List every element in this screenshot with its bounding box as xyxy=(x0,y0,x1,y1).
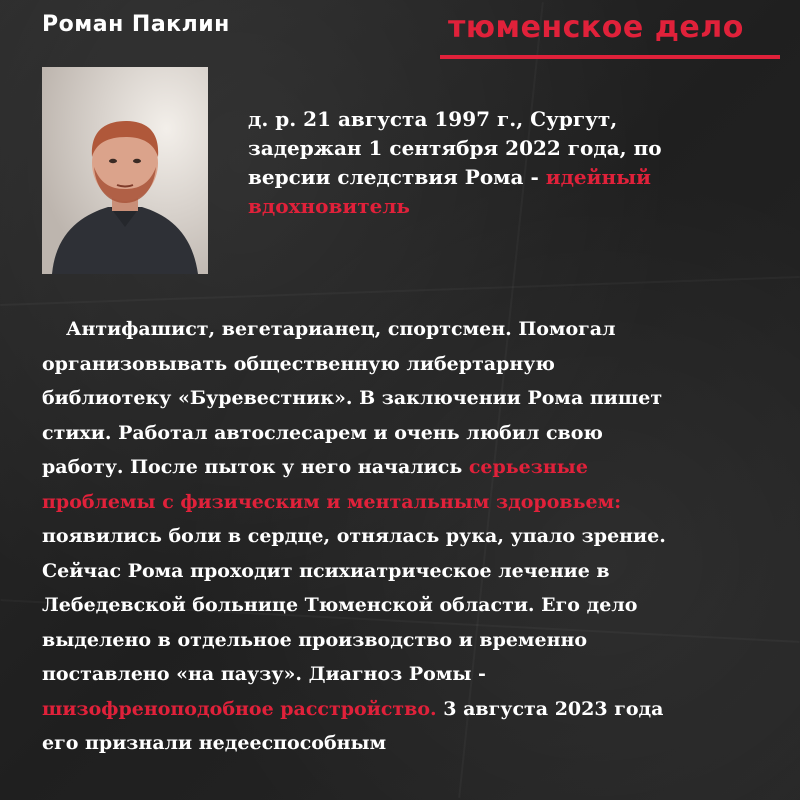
description-line: библиотеку «Буревестник». В заключении Рома пишет xyxy=(42,387,663,409)
description-line: его признали недееспособным xyxy=(42,732,387,754)
description-highlight: проблемы с физическим и ментальным здоровьем: xyxy=(42,490,622,513)
bio-block xyxy=(248,105,768,221)
brand-title: тюменское дело xyxy=(448,10,744,45)
bio-line xyxy=(248,163,768,192)
description-line xyxy=(42,692,772,727)
bio-highlight: вдохновитель xyxy=(248,194,410,218)
description-line: Лебедевской больнице Тюменской области. Его дело xyxy=(42,594,638,616)
description-line: выделено в отдельное производство и временно xyxy=(42,628,588,651)
paper-crease xyxy=(0,276,800,306)
portrait-photo xyxy=(42,67,208,274)
brand-underline xyxy=(440,55,780,59)
bio-highlight: идейный xyxy=(545,165,651,189)
description-line: Антифашист, вегетарианец, спортсмен. Помогал xyxy=(66,318,616,340)
description-line: организовывать общественную либертарную xyxy=(42,352,555,375)
description-text: работу. После пыток у него начались xyxy=(42,456,469,478)
description-line: появились боли в сердце, отнялась рука, упало зрение. xyxy=(42,525,666,547)
bio-line: д. р. 21 августа 1997 г., Сургут, xyxy=(248,107,618,131)
description-highlight: серьезные xyxy=(468,456,588,478)
description-text: 3 августа 2023 года xyxy=(436,697,664,720)
description-block xyxy=(42,312,772,761)
description-line: поставлено «на паузу». Диагноз Ромы - xyxy=(42,663,486,685)
portrait-illustration xyxy=(42,67,208,274)
description-line: стихи. Работал автослесарем и очень любил свою xyxy=(42,421,603,444)
description-line xyxy=(42,450,772,485)
description-highlight: шизофреноподобное расстройство. xyxy=(42,697,437,720)
person-name: Роман Паклин xyxy=(42,12,230,37)
bio-line: задержан 1 сентября 2022 года, по xyxy=(248,136,662,160)
description-line: Сейчас Рома проходит психиатрическое лечение в xyxy=(42,559,610,582)
bio-text: версии следствия Рома - xyxy=(248,165,546,189)
